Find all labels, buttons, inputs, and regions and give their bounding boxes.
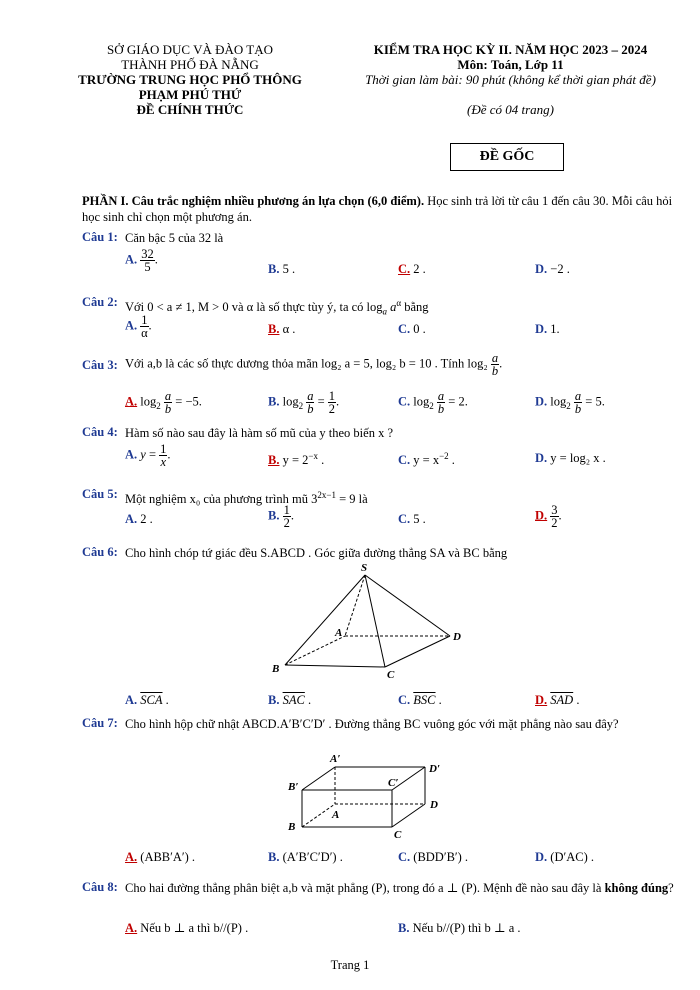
q2-option-a: A. $\frac{1}{\alpha}$ .: [125, 313, 152, 340]
official-label: ĐỀ CHÍNH THỨC: [136, 102, 244, 117]
q7-option-c: C. (BDD′B′) .: [398, 850, 469, 864]
svg-text:A′: A′: [330, 753, 341, 765]
q5-text: Một nghiệm x₀ của phương trình mũ $3^{2x-1} = 9$ là: [125, 490, 368, 507]
q2-text: Với 0 < a ≠ 1, M > 0 và α là số thực tùy ý, ta có $\log_a a^\alpha$ bằng: [125, 298, 429, 317]
svg-text:D′: D′: [429, 763, 441, 775]
q1-option-b: B. 5 .: [268, 262, 296, 276]
q4-label: Câu 4:: [82, 425, 118, 439]
q4-option-c: C. $y = x^{-2}$ .: [398, 451, 455, 468]
q4-option-a: A. y = $\frac{1}{x}$ .: [125, 442, 171, 469]
q7-text: Cho hình hộp chữ nhật ABCD.A′B′C′D′ . Đường thẳng BC vuông góc với mặt phẳng nào sau đây?: [125, 717, 619, 731]
q6-text: Cho hình chóp tứ giác đều S.ABCD . Góc giữa đường thẳng SA và BC bằng: [125, 546, 508, 560]
q5-option-c: C. 5 .: [398, 512, 426, 526]
svg-text:D: D: [430, 799, 438, 811]
q8-option-b: B. Nếu b//(P) thì b ⊥ a .: [398, 921, 521, 935]
q4-text: Hàm số nào sau đây là hàm số mũ của y theo biến x ?: [125, 426, 393, 440]
page-footer: Trang 1: [330, 958, 370, 972]
q2-option-d: D. 1.: [535, 322, 560, 336]
q1-text: Căn bậc 5 của 32 là: [125, 231, 224, 245]
q6-option-d: D. $\overline{SAD}$ .: [535, 693, 580, 707]
q6-option-c: C. $\overline{BSC}$ .: [398, 693, 442, 707]
part1-intro: [82, 193, 687, 225]
svg-text:C: C: [394, 829, 402, 841]
q3-option-b: B. $\log_2$ $\frac{a}{b}$ = $\frac{1}{2}$ .: [268, 389, 340, 416]
q3-option-d: D. $\log_2$ $\frac{a}{b}$ = 5.: [535, 389, 605, 416]
svg-text:C′: C′: [388, 777, 399, 789]
dept-name: SỞ GIÁO DỤC VÀ ĐÀO TẠO: [107, 42, 273, 57]
q7-label: Câu 7:: [82, 716, 118, 730]
q3-text: Với a,b là các số thực dương thỏa mãn log₂ a = 5, log₂ b = 10 . Tính log₂ $\frac{a}{b}$ .: [125, 351, 503, 378]
q3-label: Câu 3:: [82, 358, 118, 372]
q5-option-d: D. $\frac{3}{2}$ .: [535, 503, 562, 530]
q2-option-b: B. α .: [268, 322, 296, 336]
header-left: [40, 42, 340, 117]
q1-option-c: C. 2 .: [398, 262, 426, 276]
q4-option-d: D. y = log₂ x .: [535, 451, 606, 465]
q2-label: Câu 2:: [82, 295, 118, 309]
exam-code-box: ĐỀ GỐC: [450, 143, 564, 171]
svg-text:C: C: [387, 669, 395, 681]
time-line: Thời gian làm bài: 90 phút (không kể thời gian phát đề): [365, 72, 656, 87]
svg-text:A: A: [332, 809, 340, 821]
q7-option-d: D. (D′AC) .: [535, 850, 594, 864]
svg-text:B′: B′: [288, 781, 299, 793]
box-figure: [280, 752, 450, 842]
header-right: [338, 42, 683, 117]
q8-text: Cho hai đường thẳng phân biệt a,b và mặt phẳng (P), trong đó a ⊥ (P). Mệnh đề nào sau đây là không đúng?: [125, 881, 674, 895]
pyramid-figure: [260, 560, 470, 685]
svg-text:S: S: [361, 562, 368, 574]
q7-option-a: A. (ABB′A′) .: [125, 850, 196, 864]
q8-option-a: A. Nếu b ⊥ a thì b//(P) .: [125, 921, 249, 935]
q8-label: Câu 8:: [82, 880, 118, 894]
q5-option-b: B. $\frac{1}{2}$ .: [268, 503, 294, 530]
q3-option-c: C. $\log_2$ $\frac{a}{b}$ = 2.: [398, 389, 468, 416]
svg-text:B: B: [288, 821, 296, 833]
pages-line: (Đề có 04 trang): [466, 102, 554, 117]
q2-option-c: C. 0 .: [398, 322, 426, 336]
q6-label: Câu 6:: [82, 545, 118, 559]
school-name-1: TRƯỜNG TRUNG HỌC PHỔ THÔNG: [78, 72, 302, 87]
q7-option-b: B. (A′B′C′D′) .: [268, 850, 343, 864]
city-name: THÀNH PHỐ ĐÀ NẴNG: [121, 57, 259, 72]
svg-text:A: A: [335, 627, 343, 639]
q5-option-a: A. 2 .: [125, 512, 153, 526]
q1-label: Câu 1:: [82, 230, 118, 244]
svg-text:D: D: [453, 631, 461, 643]
subject-line: Môn: Toán, Lớp 11: [457, 57, 564, 72]
q6-option-a: A. $\overline{SCA}$ .: [125, 693, 169, 707]
q6-option-b: B. $\overline{SAC}$ .: [268, 693, 312, 707]
svg-text:B: B: [272, 663, 280, 675]
q3-option-a: A. $\log_2$ $\frac{a}{b}$ = −5.: [125, 389, 202, 416]
exam-title: KIỂM TRA HỌC KỲ II. NĂM HỌC 2023 – 2024: [373, 42, 648, 57]
q1-option-a: A. $\frac{32}{5}$ .: [125, 247, 158, 274]
q1-option-d: D. −2 .: [535, 262, 570, 276]
q5-label: Câu 5:: [82, 487, 118, 501]
part1-title: PHẦN I. Câu trắc nghiệm nhiều phương án lựa chọn (6,0 điểm).: [82, 194, 425, 208]
q4-option-b: B. $y = 2^{-x}$ .: [268, 451, 325, 468]
school-name-2: PHẠM PHÚ THỨ: [138, 87, 242, 102]
part1-instructions: Học sinh trả lời từ câu 1 đến câu 30. Mỗi câu hỏi học sinh chỉ chọn một phương án.: [82, 194, 673, 224]
